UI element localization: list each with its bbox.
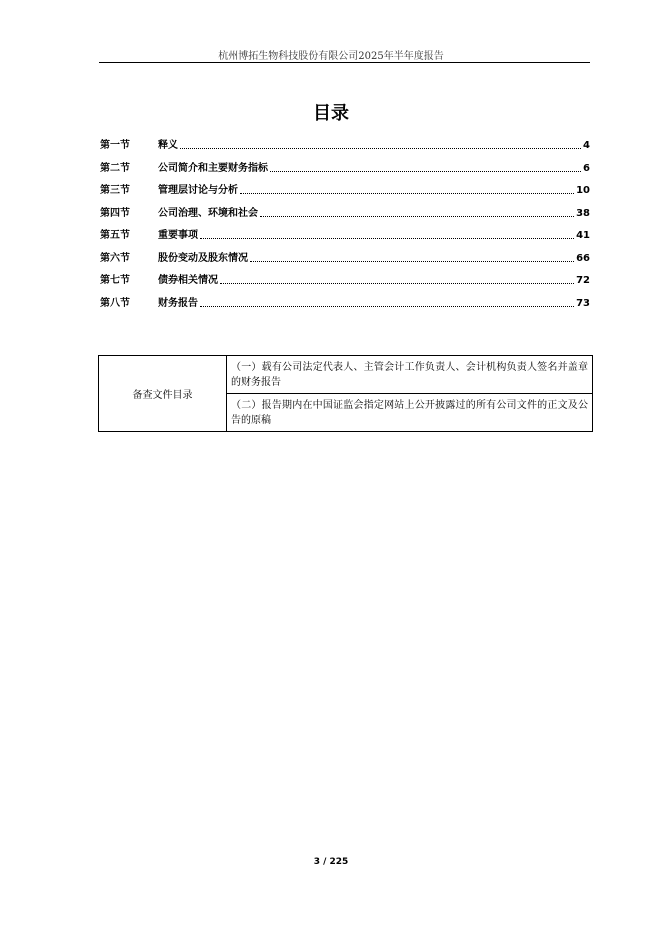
toc-title: 目录 bbox=[313, 103, 349, 124]
reference-document-item: （一）载有公司法定代表人、主管会计工作负责人、会计机构负责人签名并盖章的财务报告 bbox=[227, 356, 593, 394]
toc-entry[interactable] bbox=[100, 225, 590, 241]
toc-section-name: 公司简介和主要财务指标 bbox=[158, 162, 268, 174]
toc-leader-dots bbox=[200, 306, 574, 307]
page-number: 3 / 225 bbox=[313, 857, 349, 867]
toc-entry[interactable] bbox=[100, 158, 590, 174]
toc-section-name: 债券相关情况 bbox=[158, 275, 218, 286]
toc-page-number: 10 bbox=[576, 185, 590, 196]
toc-leader-dots bbox=[270, 171, 581, 172]
toc-entry[interactable] bbox=[100, 248, 590, 264]
toc-section-name: 释义 bbox=[158, 140, 178, 151]
toc-section-number: 第四节 bbox=[100, 207, 130, 219]
toc-section-name: 重要事项 bbox=[158, 230, 198, 241]
toc-section-name: 管理层讨论与分析 bbox=[158, 185, 238, 196]
toc-page-number: 66 bbox=[576, 252, 590, 264]
reference-document-item: （二）报告期内在中国证监会指定网站上公开披露过的所有公司文件的正文及公告的原稿 bbox=[227, 394, 593, 432]
toc-page-number: 72 bbox=[576, 275, 590, 286]
reference-documents-table bbox=[98, 355, 593, 432]
toc-section-number: 第三节 bbox=[100, 185, 130, 196]
toc-page-number: 41 bbox=[576, 230, 590, 241]
toc-leader-dots bbox=[200, 238, 574, 239]
toc-section-number: 第二节 bbox=[100, 162, 130, 174]
toc-page-number: 4 bbox=[583, 140, 590, 151]
toc-section-number: 第六节 bbox=[100, 252, 130, 264]
reference-documents-label: 备查文件目录 bbox=[99, 356, 227, 432]
toc-page-number: 38 bbox=[576, 207, 590, 219]
page-header: 杭州博拓生物科技股份有限公司2025年半年度报告 bbox=[218, 51, 444, 62]
toc-entry[interactable] bbox=[100, 270, 590, 286]
toc-page-number: 73 bbox=[576, 297, 590, 309]
toc-section-name: 股份变动及股东情况 bbox=[158, 252, 248, 264]
toc-page-number: 6 bbox=[583, 162, 590, 174]
toc-section-number: 第七节 bbox=[100, 275, 130, 286]
toc-leader-dots bbox=[250, 261, 574, 262]
toc-section-number: 第五节 bbox=[100, 230, 130, 241]
toc-section-number: 第一节 bbox=[100, 140, 130, 151]
toc-entry[interactable] bbox=[100, 180, 590, 196]
toc-leader-dots bbox=[260, 216, 574, 217]
toc-leader-dots bbox=[180, 148, 581, 149]
toc-leader-dots bbox=[240, 193, 574, 194]
toc-leader-dots bbox=[220, 283, 574, 284]
toc-entry[interactable] bbox=[100, 203, 590, 219]
toc-section-name: 公司治理、环境和社会 bbox=[158, 207, 258, 219]
toc-entry[interactable] bbox=[100, 293, 590, 309]
toc-section-name: 财务报告 bbox=[158, 297, 198, 309]
toc-entry[interactable] bbox=[100, 135, 590, 151]
toc-section-number: 第八节 bbox=[100, 297, 130, 309]
header-divider bbox=[99, 62, 590, 63]
